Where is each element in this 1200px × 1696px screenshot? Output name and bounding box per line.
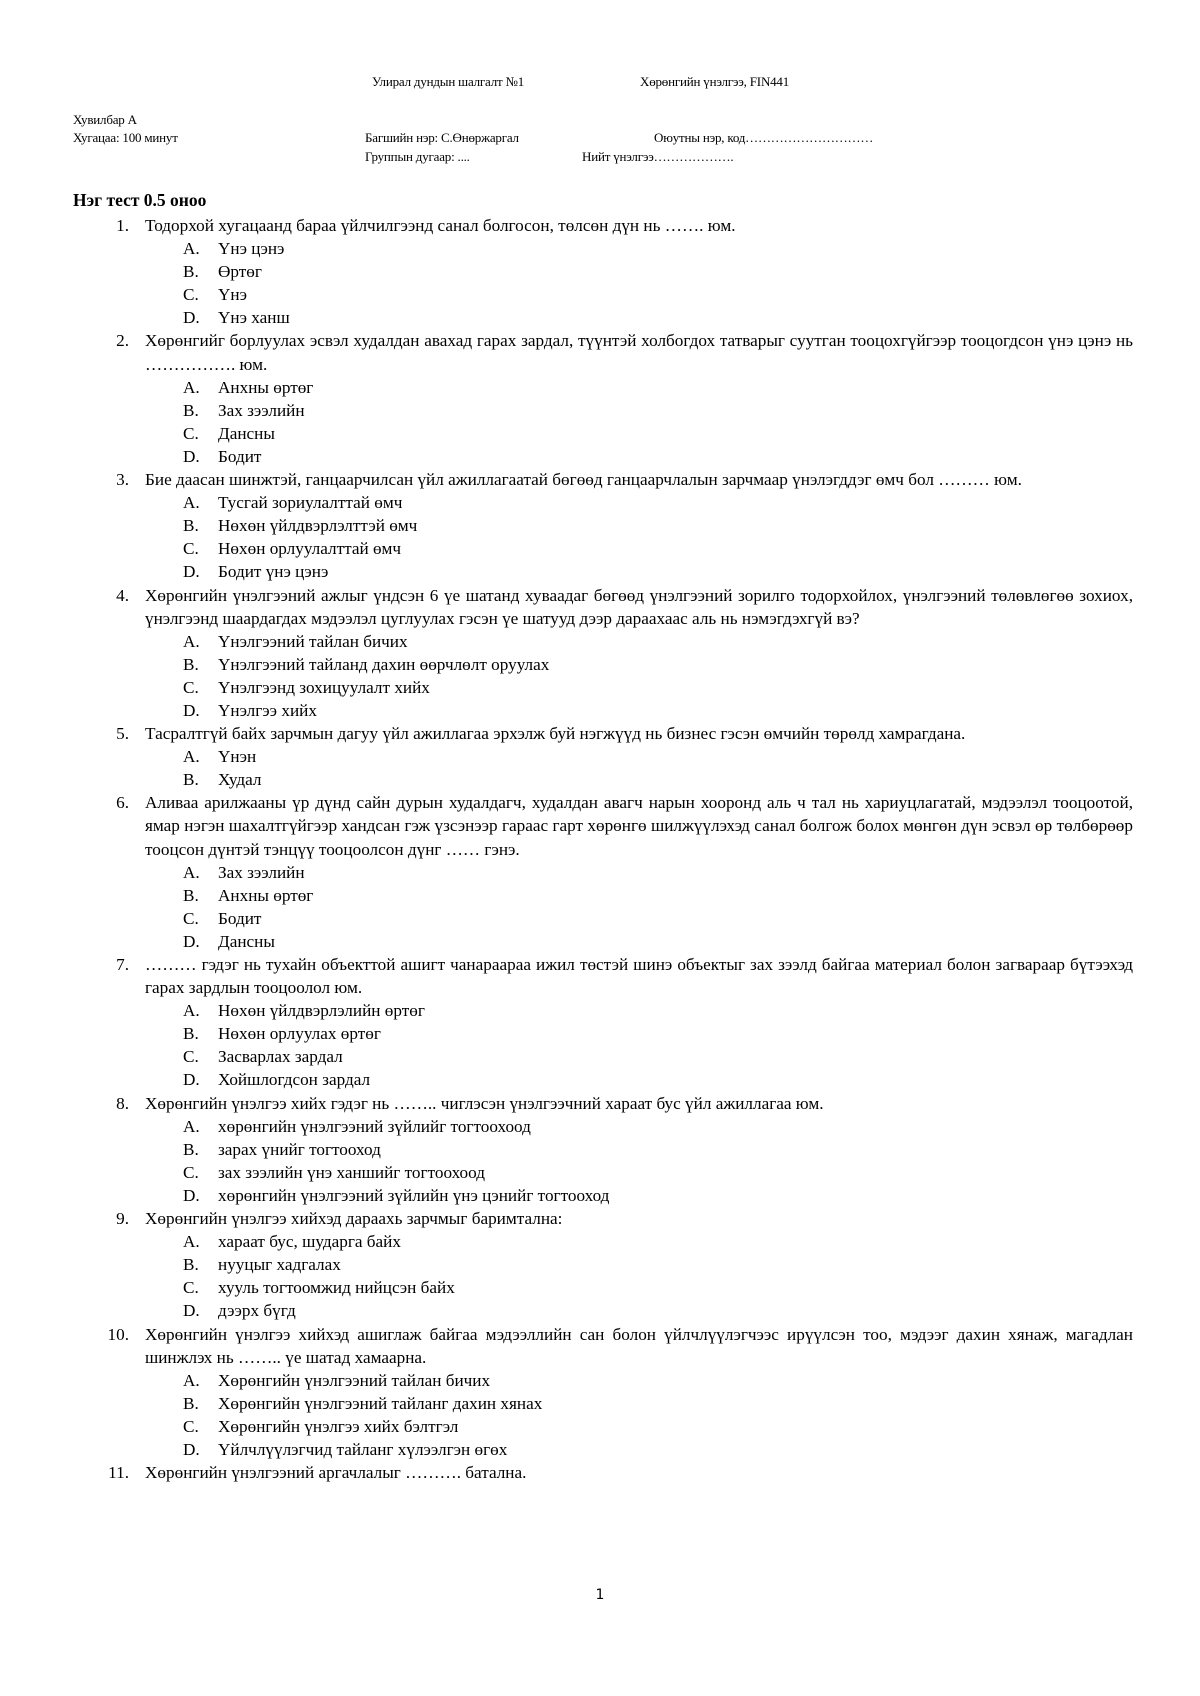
option-text: зах зээлийн үнэ ханшийг тогтоохоод <box>218 1162 485 1182</box>
option-text: хөрөнгийн үнэлгээний зүйлийг тогтоохоод <box>218 1116 531 1136</box>
answer-option <box>73 1115 1133 1138</box>
question <box>73 1092 1133 1115</box>
option-text: Хойшлогдсон зардал <box>218 1070 371 1090</box>
option-text: Худал <box>218 770 262 790</box>
option-letter: D. <box>183 1070 200 1090</box>
answer-option <box>73 1276 1133 1299</box>
answer-option <box>73 306 1133 329</box>
answer-option <box>73 560 1133 583</box>
option-letter: D. <box>183 562 200 582</box>
question-number: 6. <box>116 793 129 813</box>
answer-option <box>73 1392 1133 1415</box>
question-text: Аливаа арилжааны үр дүнд сайн дурын худалдагч, худалдан авагч нарын хооронд аль ч тал нь хариуцлагатай, мэдээлэл тооцоотой, ямар нэгэн шахалтгүйгээр хандсан гэж үзсэнээр гараас гарт хөрөнгө шилжүүлэхэд санал болгож болох мөнгөн дүн эсвэл өр төлбөрөөр тооцсон дүнтэй тэнцүү тооцоолсон дүнг …… гэнэ. <box>145 793 1133 859</box>
answer-option <box>73 1415 1133 1438</box>
duration-label: Хугацаа: 100 минут <box>73 130 178 145</box>
answer-option <box>73 745 1133 768</box>
option-letter: C. <box>183 1047 199 1067</box>
option-text: дээрх бүгд <box>218 1301 296 1321</box>
option-text: Тусгай зориулалттай өмч <box>218 493 403 513</box>
answer-option <box>73 1184 1133 1207</box>
question-number: 1. <box>116 216 129 235</box>
option-letter: C. <box>183 423 199 443</box>
answer-option <box>73 907 1133 930</box>
course-name: Хөрөнгийн үнэлгээ, FIN441 <box>640 74 790 89</box>
option-letter: D. <box>183 1439 200 1459</box>
option-letter: D. <box>183 446 200 466</box>
question <box>73 791 1133 860</box>
answer-option <box>73 884 1133 907</box>
answer-option <box>73 237 1133 260</box>
option-text: Хөрөнгийн үнэлгээ хийх бэлтгэл <box>218 1416 459 1436</box>
answer-option <box>73 1438 1133 1461</box>
option-letter: A. <box>183 1232 200 1252</box>
option-text: Засварлах зардал <box>218 1047 343 1067</box>
total-score-field: Нийт үнэлгээ………………. <box>582 149 734 164</box>
answer-option <box>73 422 1133 445</box>
answer-option <box>73 399 1133 422</box>
answer-option <box>73 445 1133 468</box>
answer-option <box>73 1022 1133 1045</box>
question-number: 8. <box>116 1093 129 1113</box>
option-letter: B. <box>183 400 199 420</box>
answer-option <box>73 491 1133 514</box>
option-text: Зах зээлийн <box>218 400 305 420</box>
answer-option <box>73 1253 1133 1276</box>
answer-option <box>73 1045 1133 1068</box>
question-text: ……… гэдэг нь тухайн объекттой ашигт чанараараа ижил төстэй шинэ объектыг зах зээлд байгаа материал болон загвараар бүтээхэд гарах зардлын тооцоолол юм. <box>145 955 1133 998</box>
option-letter: B. <box>183 885 199 905</box>
option-text: Нөхөн орлуулалттай өмч <box>218 539 402 559</box>
option-letter: C. <box>183 1162 199 1182</box>
option-text: Үнэ ханш <box>218 308 290 328</box>
student-name-field: Оюутны нэр, код………………………… <box>654 130 874 145</box>
option-letter: A. <box>183 239 200 259</box>
section-title: Нэг тест 0.5 оноо <box>73 190 207 210</box>
answer-option <box>73 630 1133 653</box>
question <box>73 468 1133 491</box>
teacher-name: Багшийн нэр: С.Өнөржаргал <box>365 130 519 145</box>
option-text: Нөхөн үйлдвэрлэлийн өртөг <box>218 1001 425 1021</box>
answer-option <box>73 1068 1133 1091</box>
answer-option <box>73 283 1133 306</box>
option-text: зарах үнийг тогтооход <box>218 1139 381 1159</box>
option-letter: D. <box>183 931 200 951</box>
answer-option <box>73 861 1133 884</box>
option-text: Анхны өртөг <box>218 377 314 397</box>
answer-option <box>73 699 1133 722</box>
option-text: Хөрөнгийн үнэлгээний тайланг дахин хянах <box>218 1393 543 1413</box>
option-text: Үнэлгээний тайланд дахин өөрчлөлт оруулах <box>218 654 550 674</box>
option-letter: C. <box>183 539 199 559</box>
option-letter: B. <box>183 516 199 536</box>
question <box>73 1323 1133 1369</box>
question <box>73 584 1133 630</box>
option-letter: B. <box>183 1024 199 1044</box>
question-number: 4. <box>116 585 129 605</box>
option-letter: C. <box>183 285 199 305</box>
page-number: 1 <box>595 1587 605 1603</box>
variant-label: Хувилбар А <box>73 112 137 127</box>
option-text: Үнэн <box>218 747 257 767</box>
option-letter: A. <box>183 1001 200 1021</box>
option-text: Өртөг <box>218 262 262 282</box>
option-letter: A. <box>183 747 200 767</box>
option-text: Нөхөн үйлдвэрлэлттэй өмч <box>218 516 418 536</box>
option-text: Бодит <box>218 446 262 466</box>
option-text: нууцыг хадгалах <box>218 1255 341 1275</box>
answer-option <box>73 376 1133 399</box>
option-letter: B. <box>183 262 199 282</box>
question-number: 11. <box>108 1463 129 1483</box>
option-text: Дансны <box>218 423 275 443</box>
question <box>73 1461 1133 1484</box>
option-text: Нөхөн орлуулах өртөг <box>218 1024 381 1044</box>
question-text: Хөрөнгийн үнэлгээний аргачлалыг ………. батална. <box>145 1463 527 1483</box>
option-letter: B. <box>183 1139 199 1159</box>
question <box>73 722 1133 745</box>
answer-option <box>73 1138 1133 1161</box>
answer-option <box>73 999 1133 1022</box>
question-text: Хөрөнгийн үнэлгээ хийхэд ашиглаж байгаа мэдээллийн сан болон үйлчлүүлэгчээс ирүүлсэн тоо, мэдээг дахин хянаж, магадлан шинжлэх нь …….. үе шатад хамаарна. <box>145 1324 1133 1367</box>
option-text: Үйлчлүүлэгчид тайланг хүлээлгэн өгөх <box>218 1439 508 1459</box>
option-text: Үнэлгээнд зохицуулалт хийх <box>218 677 430 697</box>
question-text: Тодорхой хугацаанд бараа үйлчилгээнд санал болгосон, төлсөн дүн нь ……. юм. <box>145 216 736 235</box>
option-text: Зах зээлийн <box>218 862 305 882</box>
answer-option <box>73 768 1133 791</box>
option-text: Хөрөнгийн үнэлгээний тайлан бичих <box>218 1370 491 1390</box>
answer-option <box>73 676 1133 699</box>
question-number: 3. <box>116 470 129 490</box>
option-letter: A. <box>183 1370 200 1390</box>
option-text: Үнэ <box>218 285 247 305</box>
option-text: Үнэлгээ хийх <box>218 700 317 720</box>
answer-option <box>73 653 1133 676</box>
option-letter: A. <box>183 862 200 882</box>
option-letter: B. <box>183 1393 199 1413</box>
answer-option <box>73 1161 1133 1184</box>
option-letter: A. <box>183 493 200 513</box>
option-text: Дансны <box>218 931 275 951</box>
question-number: 10. <box>107 1324 129 1344</box>
question-number: 7. <box>116 955 129 974</box>
option-letter: C. <box>183 908 199 928</box>
option-text: Бодит <box>218 908 262 928</box>
option-text: Бодит үнэ цэнэ <box>218 562 329 582</box>
question-text: Тасралтгүй байх зарчмын дагуу үйл ажиллагаа эрхэлж буй нэгжүүд нь бизнес гэсэн өмчийн төрөлд хамрагдана. <box>145 724 966 744</box>
option-letter: D. <box>183 1301 200 1321</box>
answer-option <box>73 537 1133 560</box>
question-number: 9. <box>116 1209 129 1229</box>
question-number: 5. <box>116 724 129 744</box>
question <box>73 953 1133 999</box>
option-letter: B. <box>183 654 199 674</box>
option-letter: D. <box>183 700 200 720</box>
option-letter: A. <box>183 1116 200 1136</box>
answer-option <box>73 1230 1133 1253</box>
question <box>73 1207 1133 1230</box>
question-text: Хөрөнгийн үнэлгээ хийхэд дараахь зарчмыг баримтална: <box>145 1209 563 1229</box>
option-text: Үнэ цэнэ <box>218 239 285 259</box>
question-list <box>73 214 1133 1484</box>
option-text: Анхны өртөг <box>218 885 314 905</box>
question-text: Хөрөнгийн үнэлгээ хийх гэдэг нь …….. чиглэсэн үнэлгээчний хараат бус үйл ажиллагаа юм. <box>145 1093 824 1113</box>
answer-option <box>73 1369 1133 1392</box>
option-letter: D. <box>183 308 200 328</box>
option-text: хөрөнгийн үнэлгээний зүйлийн үнэ цэнийг тогтооход <box>218 1185 610 1205</box>
option-letter: C. <box>183 677 199 697</box>
option-letter: A. <box>183 631 200 651</box>
question-text: Бие даасан шинжтэй, ганцаарчилсан үйл ажиллагаатай бөгөөд ганцаарчлалын зарчмаар үнэлэгддэг өмч бол ……… юм. <box>145 470 1022 490</box>
option-letter: B. <box>183 1255 199 1275</box>
option-text: хараат бус, шударга байх <box>218 1232 401 1252</box>
answer-option <box>73 514 1133 537</box>
option-letter: C. <box>183 1278 199 1298</box>
answer-option <box>73 930 1133 953</box>
option-text: Үнэлгээний тайлан бичих <box>218 631 408 651</box>
answer-option <box>73 260 1133 283</box>
option-letter: C. <box>183 1416 199 1436</box>
option-text: хууль тогтоомжид нийцсэн байх <box>218 1278 455 1298</box>
group-number-field: Группын дугаар: .... <box>365 149 470 164</box>
exam-title: Улирал дундын шалгалт №1 <box>372 74 525 89</box>
question <box>73 329 1133 375</box>
option-letter: D. <box>183 1185 200 1205</box>
option-letter: B. <box>183 770 199 790</box>
answer-option <box>73 1299 1133 1322</box>
question-text: Хөрөнгийг борлуулах эсвэл худалдан авахад гарах зардал, түүнтэй холбогдох татварыг суутган тооцохгүйгээр тооцогдсон үнэ цэнэ нь ……………. юм. <box>145 331 1133 374</box>
question-number: 2. <box>116 331 129 351</box>
option-letter: A. <box>183 377 200 397</box>
question-text: Хөрөнгийн үнэлгээний ажлыг үндсэн 6 үе шатанд хуваадаг бөгөөд үнэлгээний зорилго тодорхойлох, үнэлгээний төлөвлөгөө зохиох, үнэлгээнд шаардагдах мэдээлэл цуглуулах гэсэн үе шатууд дээр дараахаас аль нь нэмэгдэхгүй вэ? <box>145 585 1133 628</box>
question <box>73 214 1133 237</box>
